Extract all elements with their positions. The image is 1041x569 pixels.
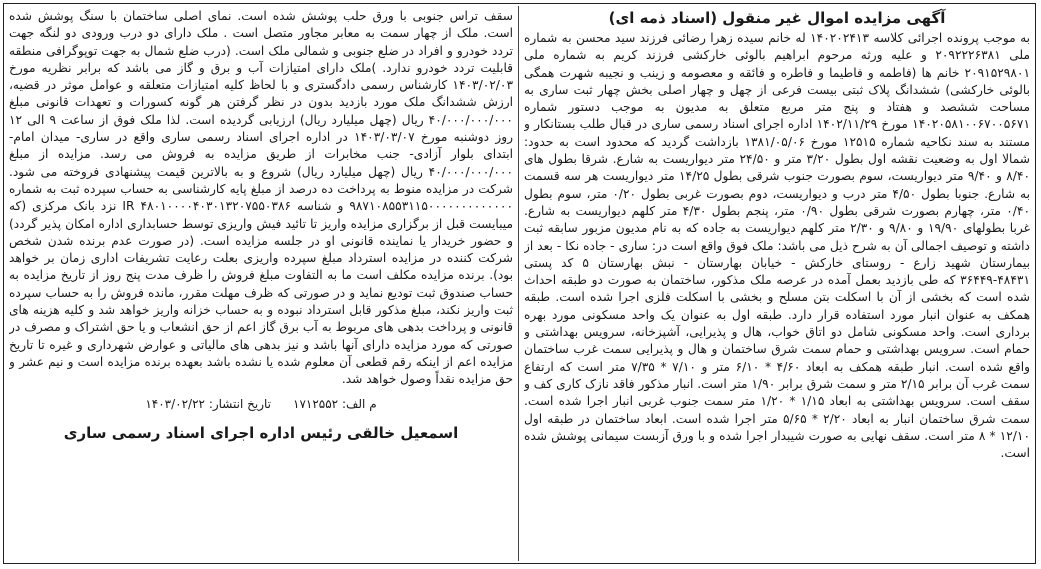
ad-title: آگهی مزایده اموال غیر منقول (اسناد ذمه ای) (608, 9, 946, 27)
left-column-body: سقف تراس جنوبی با ورق حلب پوشش شده است. نمای اصلی ساختمان با سنگ پوشش شده است. ملک از چهار سمت به معابر مجاور متصل است . ملک دارای دو درب ورودی دو لنگه جهت تردد خودرو و افراد در ضلع جنوبی و شمالی ملک است. (درب ضلع شمال به جهت توپوگرافی منطقه قابلیت تردد خودرو ندارد. )ملک دارای امتیازات آب و برق و گاز می باشد که برابر نظریه مورخ ۱۴۰۳/۰۲/۰۳ کارشناس رسمی دادگستری و با لحاظ کلیه امتیازات متعلقه و عوامل موثر در قضیه، ارزش ششدانگ ملک مورد بازدید بدون در نظر گرفتن هر گونه کسورات و تعهدات قانونی مبلغ ۴۰/۰۰۰/۰۰۰/۰۰۰ ریال (چهل میلیارد ریال) ارزیابی گردیده است. لذا ملک فوق از ساعت ۹ الی ۱۲ روز دوشنبه مورخ ۱۴۰۳/۰۳/۰۷ در اداره اجرای اسناد رسمی ساری واقع در ساری- میدان امام- ابتدای بلوار آزادی- جنب مخابرات از طریق مزایده به فروش می رسد. مزایده از مبلغ ۴۰/۰۰۰/۰۰۰/۰۰۰ ریال (چهل میلیارد ریال) شروع و به بالاترین قیمت پیشنهادی فروخته می شود. شرکت در مزایده منوط به پرداخت ده درصد از مبلغ پایه کارشناسی به حساب سپرده ثبت به شماره ۹۸۷۱۰۸۵۵۳۱۱۵۰۰۰۰۰۰۰۰۰۰۰۰۰ و شناسه IR ۴۸۰۱۰۰۰۰۴۰۳۰۱۳۲۰۷۵۵۰۳۸۶ نزد بانک مرکزی (که میبایست قبل از برگزاری مزایده واریز تا تائید فیش واریزی توسط حسابداری اداره امکان پذیر گردد) و حضور خریدار یا نماینده قانونی او در جلسه مزایده است. (در صورت عدم برنده شدن شخص شرکت کننده در مزایده استرداد مبلغ سپرده واریزی بعلت رعایت تشریفات اداری زمان بر خواهد بود). برنده مزایده مکلف است ما به التفاوت مبلغ فروش را ظرف مدت پنج روز از تاریخ مزایده به حساب صندوق ثبت توديع نماید و در صورتی که ظرف مهلت مقرر، مانده فروش را به حساب سپرده ثبت واریز نکند، مبلغ مذکور قابل استرداد نبوده و به حساب خزانه واریز خواهد شد و کلیه هزینه های قانونی و پرداخت بدهی های مربوط به آب برق گاز اعم از حق انشعاب و یا حق اشتراک و مصرف در صورتی که مورد مزایده دارای آنها باشد و نیز بدهی های مالیاتی و عوارض شهرداری و غیره تا تاریخ مزایده اعم از اینکه رقم قطعی آن معلوم شده یا نشده باشد بعهده برنده مزایده است و نیم عشر و حق مزایده نقداً وصول خواهد شد. (9, 9, 513, 387)
right-column-body: به موجب پرونده اجرائی کلاسه ۱۴۰۲۰۲۴۱۳ له خانم سیده زهرا رضائی فرزند سید محسن به شماره ملی ۲۰۹۲۲۲۶۳۸۱ و علیه ورثه مرحوم ابراهیم بالوئی خارکشی فرزند کریم به شماره ملی ۲۰۹۱۵۲۹۸۰۱ خانم ها (فاطمه و فاطیما و فاطره و فائقه و معصومه و زینب و نجیبه شهرت همگی بالوئی خارکشی) ششدانگ پلاک ثبتی بیست فرعی از چهل و چهار اصلی بخش چهار ثبت ساری به مساحت ششصد و هفتاد و پنج متر مربع متعلق به مدیون به موجب دستور شماره ۱۴۰۲۰۵۸۱۰۰۶۷۰۰۵۶۷۱ مورخ ۱۴۰۲/۱۱/۲۹ اداره اجرای اسناد رسمی ساری در قبال طلب بستانکار و مستند به سند نکاحیه شماره ۱۲۵۱۵ مورخ ۱۳۸۱/۰۵/۰۶ بازداشت گردید که محدود است به حدود: شمالا اول به وضعیت نقشه اول بطول ۳/۲۰ متر و ۲۴/۵۰ متر دیواریست به شارع. شرقا بطول های ۸/۴۰ و ۹/۴۰ متر دیواریست، سوم بصورت جنوب شرقی بطول ۱۴/۲۵ متر دیواریست هر سه قسمت به شارع. جنوبا بطول ۴/۵۰ متر درب و دیواریست، دوم بصورت غربی بطول ۰/۲۰ متر، سوم بطول ۰/۴۰ متر، چهارم بصورت شرقی بطول ۰/۹۰ متر، پنجم بطول ۴/۳۰ متر کلهم دیواریست به شارع. غربا بطولهای ۱۹/۹۰ و ۹/۸۰ و ۲/۳۰ متر کلهم دیواریست به جاده که به نام مدیون مزبور سابقه ثبت داشته و توصیف اجمالی آن به شرح ذیل می باشد: ملک فوق واقع است در: ساری - جاده نکا - بعد از بیمارستان شهید زارع - روستای خارکش - خیابان بهارستان - نبش بهارستان ۵ کد پستی ۴۸۴۳۱-۳۶۴۴۹ که طی بازدید بعمل آمده در عرصه ملک مذکور، ساختمان به صورت دو طبقه احداث شده است که بخشی از آن با اسکلت بتن مسلح و بخشی با اسکلت فلزی اجرا شده است. طبقه همکف به عنوان انبار مورد استفاده قرار دارد. طبقه اول به عنوان یک واحد مسکونی مورد بهره برداری است. واحد مسکونی شامل دو اتاق خواب، هال و پذیرایی، آشپزخانه، سرویس بهداشتی و حمام است. سرویس بهداشتی و حمام سمت شرق ساختمان و هال و پذیرایی سمت غرب ساختمان واقع شده است. انبار طبقه همکف به ابعاد ۴/۶۰ * ۶/۱۰ متر و ۷/۱۰ * ۷/۳۵ متر است که ارتفاع سمت غرب آن برابر ۲/۱۵ متر و سمت شرق برابر ۱/۹۰ متر است. انبار مذکور فاقد نازک کاری کف و سقف است. سرویس بهداشتی به ابعاد ۱/۱۵ * ۱/۲۰ متر سمت جنوب غربی انبار اجرا شده است. سمت شرق ساختمان انبار به ابعاد ۲/۲۰ * ۵/۶۵ متر اجرا شده است. ابعاد ساختمان در طبقه اول ۱۲/۱۰ * ۸ متر است. سقف نهایی به صورت شیبدار اجرا شده و با ورق آزبست سیمانی پوشش شده است. (524, 31, 1030, 461)
right-column (524, 8, 1030, 560)
publication-date: تاریخ انتشار: ۱۴۰۳/۰۲/۲۲ (145, 396, 271, 411)
column-divider (518, 6, 519, 561)
signature-line: اسمعیل خالقی رئیس اداره اجرای اسناد رسمی ساری (63, 423, 459, 442)
reference-number: م الف: ۱۷۱۲۵۵۲ (293, 396, 377, 411)
left-column (9, 8, 513, 560)
publication-meta (9, 395, 513, 413)
